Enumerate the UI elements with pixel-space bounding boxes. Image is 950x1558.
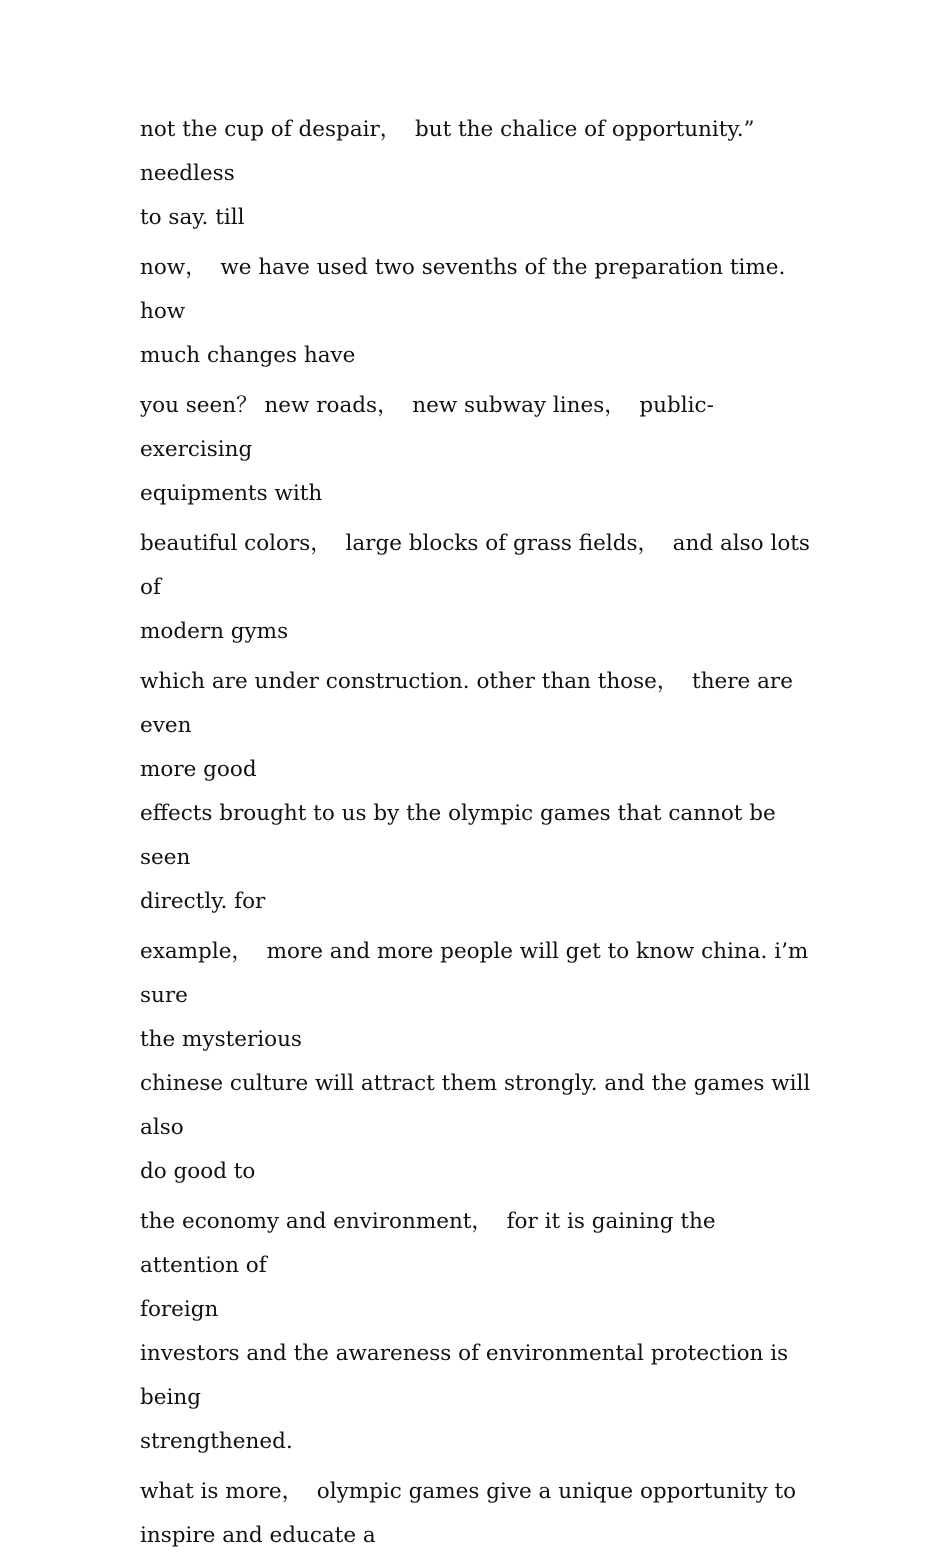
paragraph-7: example， more and more people will get to know china. i’m sure the mysterious [140,939,809,1052]
paragraph-4: beautiful colors， large blocks of grass fields， and also lots of modern gyms [140,531,810,644]
paragraph-2: now， we have used two sevenths of the preparation time. how much changes have [140,255,786,368]
paragraph-1: not the cup of despair， but the chalice of opportunity.” needless to say. till [140,117,755,230]
paragraph-9: the economy and environment， for it is gaining the attention of foreign [140,1209,716,1322]
document-body [140,108,820,1558]
paragraph-5: which are under construction. other than those， there are even more good [140,669,793,782]
paragraph-3: you seen？ new roads， new subway lines， public-exercising equipments with [140,393,714,506]
paragraph-11: what is more， olympic games give a unique opportunity to inspire and educate a [140,1479,797,1548]
paragraph-6: effects brought to us by the olympic games that cannot be seen directly. for [140,801,776,914]
paragraph-10: investors and the awareness of environmental protection is being strengthened. [140,1341,789,1454]
paragraph-8: chinese culture will attract them strongly. and the games will also do good to [140,1071,811,1184]
